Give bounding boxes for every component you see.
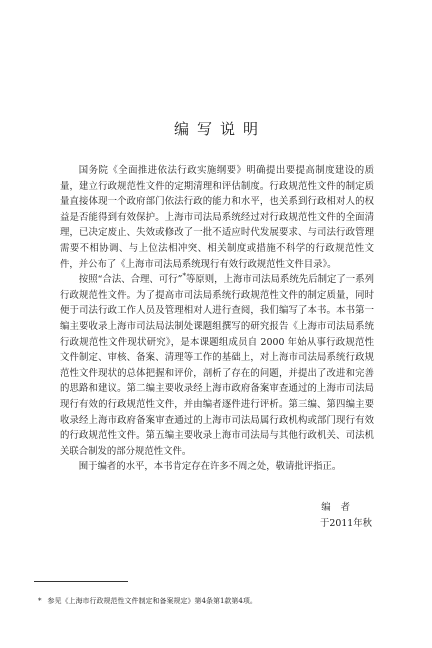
paragraph-2 [60, 272, 374, 459]
signature-date: 于2011年秋 [320, 518, 372, 529]
footnote-mark: * [38, 597, 42, 605]
paragraph-2-start: 按照“合法、合理、可行” [78, 274, 183, 286]
editor-signature: 编者 [321, 502, 360, 513]
signature-block [252, 500, 372, 532]
page-title: 编写说明 [173, 120, 266, 138]
paragraph-1: 国务院《全面推进依法行政实施纲要》明确提出要提高制度建设的质量，建立行政规范性文件的定期清理和评估制度。行政规范性文件的制定质量直接体现一个政府部门依法行政的能力和水平，也关系到行政相对人的权益是否能得到有效保护。上海市司法局系统经过对行政规范性文件的全面清理，已决定废止、失效或修改了一批不适应时代发展要求、与司法行政管理需要不相协调、与上位法相冲突、相关制度或措施不科学的行政规范性文件，并公布了《上海市司法局系统现行有效行政规范性文件目录》。 [60, 165, 374, 270]
paragraph-2-rest: 等原则，上海市司法局系统先后制定了一系列行政规范性文件。为了提高市司法局系统行政规范性文件的制定质量，同时便于司法行政工作人员及管理相对人进行查阅，我们编写了本书。本书第一编主要收录上海市司法局法制处课题组撰写的研究报告《上海市司法局系统行政规范性文件现状研究》，是本课题组成员自 2000 年始从事行政规范性文件制定、审核、备案、清理等工作的基础上，对上海市司法局系统行政规范性文件现状的总体把握和评价，剖析了存在的问题，并提出了改进和完善的思路和建议。第二编主要收录经上海市政府备案审查通过的上海市司法局现行有效的行政规范性文件，并由编者逐件进行评析。第三编、第四编主要收录经上海市政府备案审查通过的上海市司法局属行政机构或部门现行有效的行政规范性文件。第五编主要收录上海市司法局与其他行政机关、司法机关联合制发的部分规范性文件。 [60, 274, 374, 457]
paragraph-3: 囿于编者的水平，本书肯定存在许多不周之处，敬请批评指正。 [78, 461, 342, 473]
footnote [38, 596, 398, 606]
footnote-reference: * [182, 272, 186, 281]
footnote-text: 参见《上海市行政规范性文件制定和备案规定》第4条第1款第4项。 [47, 597, 257, 605]
body-text [60, 163, 374, 475]
footnote-divider [34, 581, 128, 582]
